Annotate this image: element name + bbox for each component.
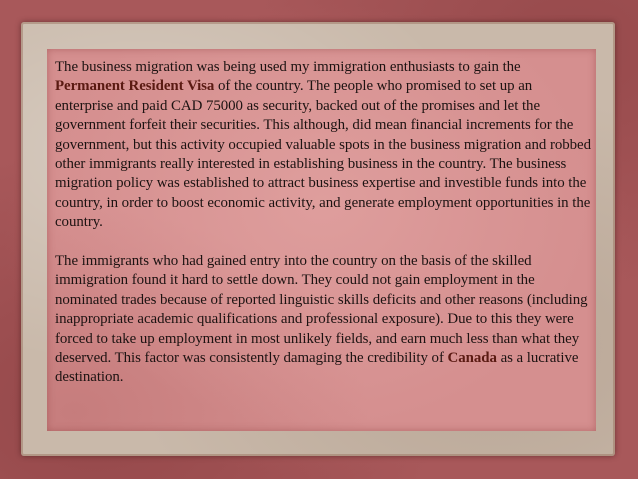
paragraph-2-text-end: as a lucrative destination.	[55, 350, 579, 386]
paragraph-1-text-end: of the country. The people who promised to set up an enterprise and paid CAD 75000 as security, backed out of the promises and let the government forfeit their securities. This although, did mean financial increments for the government, but this activity occupied valuable spots in the business migration and robbed other immigrants really interested in establishing business in the country. The business migration policy was established to attract business expertise and investible funds into the country, in order to boost economic activity, and generate employment opportunities in the country.	[55, 78, 592, 231]
paragraph-2-text-start: The immigrants who had gained entry into the country on the basis of the skilled immigration found it hard to settle down. They could not gain employment in the nominated trades because of reported linguistic skills deficits and other reasons (including inappropriate academic qualifications and professional exposure). Due to this they were forced to take up employment in most unlikely fields, and earn much less than what they deserved. This factor was consistently damaging the credibility of	[55, 253, 588, 367]
canada-highlight: Canada	[447, 350, 497, 367]
paragraph-skilled-immigration	[55, 252, 593, 388]
paragraph-business-migration	[55, 58, 593, 233]
permanent-resident-visa-highlight: Permanent Resident Visa	[55, 78, 215, 95]
slide-body	[55, 58, 593, 388]
paragraph-1-text-start: The business migration was being used my immigration enthusiasts to gain the	[55, 59, 521, 75]
